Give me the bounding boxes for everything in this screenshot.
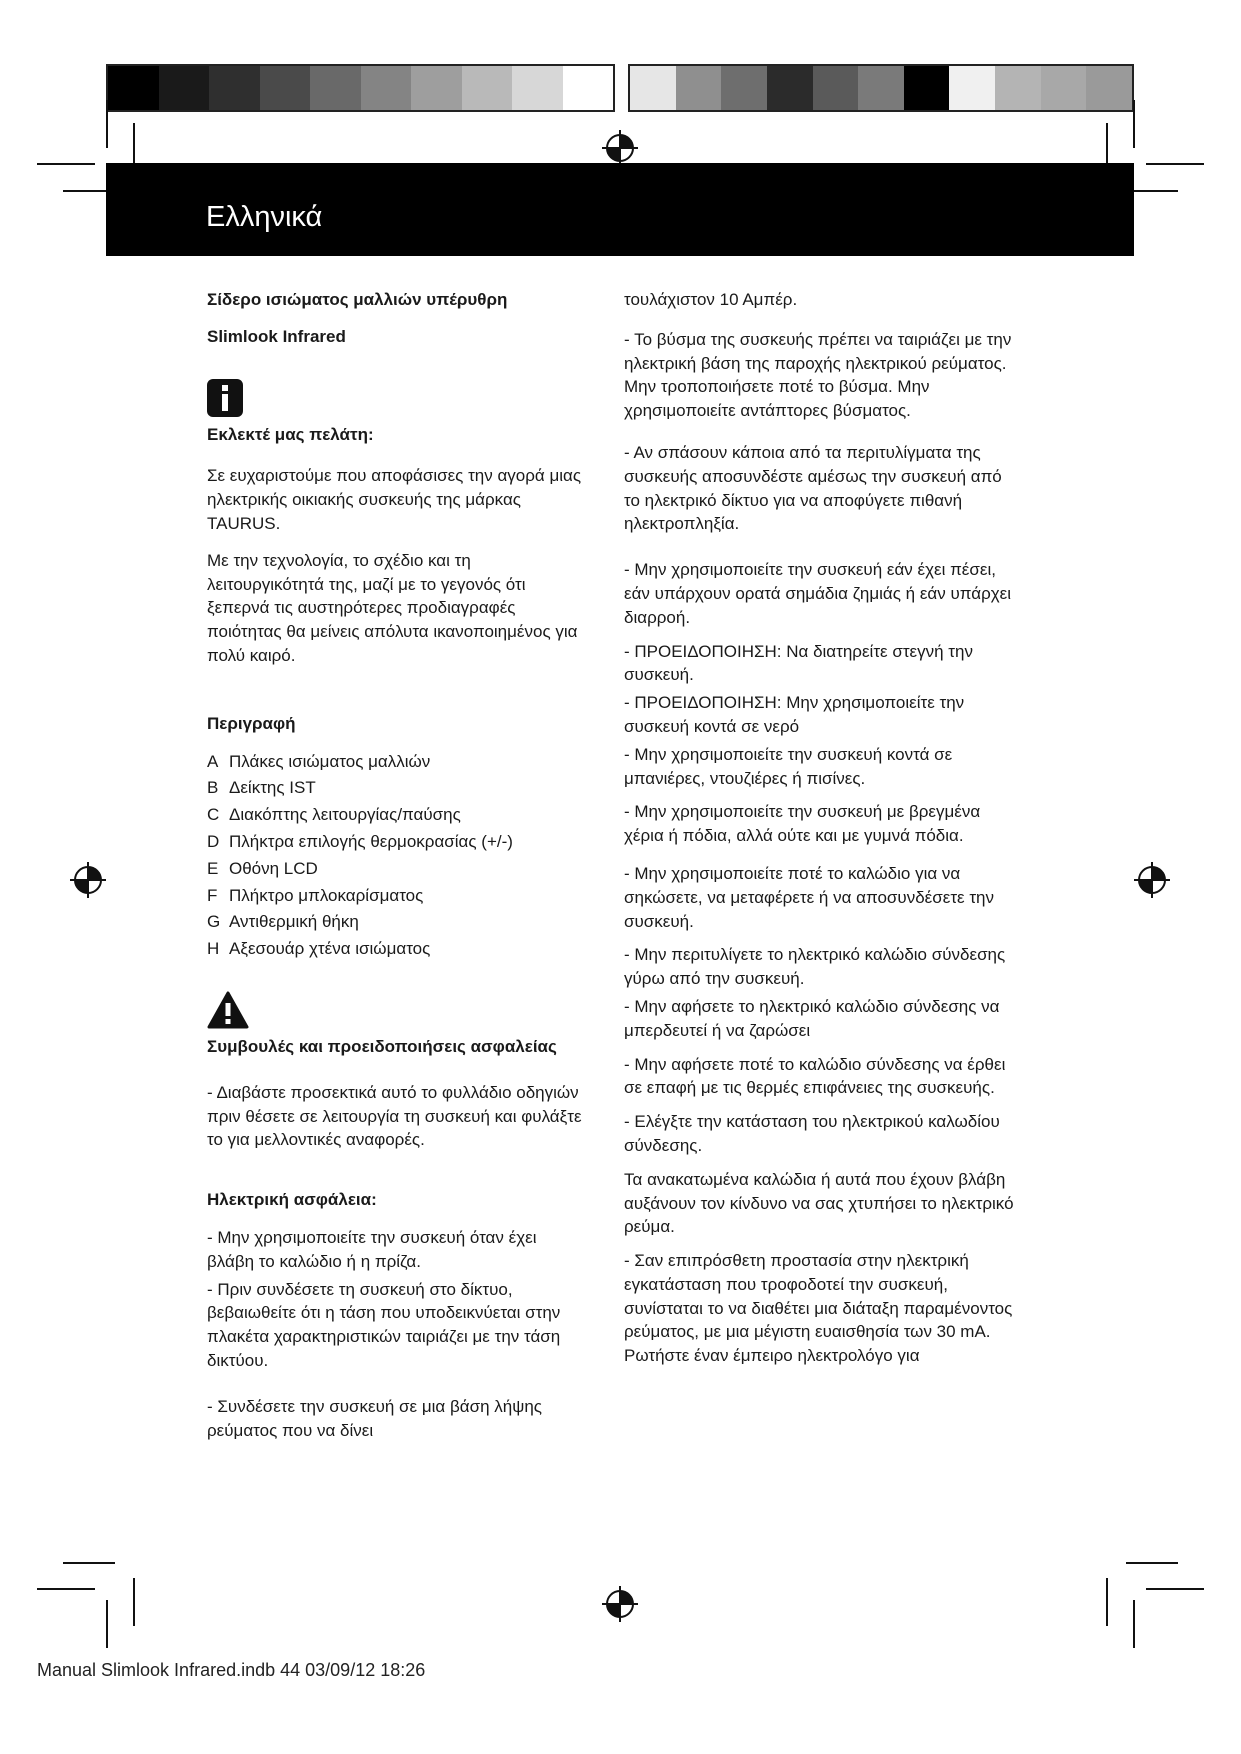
product-model: Slimlook Infrared [207, 326, 346, 346]
crop-mark [1146, 163, 1204, 165]
safety-paragraph: - Ελέγξτε την κατάσταση του ηλεκτρικού καλωδίου σύνδεσης. [624, 1112, 1000, 1155]
crop-mark [1126, 1562, 1178, 1564]
crop-mark [1146, 1588, 1204, 1590]
color-swatch [462, 66, 513, 110]
color-swatch [767, 66, 813, 110]
print-imprint-line: Manual Slimlook Infrared.indb 44 03/09/12 18:26 [37, 1660, 426, 1680]
electrical-paragraph: - Μην χρησιμοποιείτε την συσκευή όταν έχει βλάβη το καλώδιο ή η πρίζα. [207, 1227, 537, 1271]
color-calibration-strip-left [106, 64, 615, 112]
greeting-paragraph: Σε ευχαριστούμε που αποφάσισες την αγορά μιας ηλεκτρικής οικιακής συσκευής της μάρκας TAURUS. [207, 466, 582, 533]
crop-mark [37, 1588, 95, 1590]
color-calibration-strip-right [628, 64, 1134, 112]
left-column [207, 288, 587, 1455]
color-swatch [1041, 66, 1087, 110]
safety-paragraph: - Μην χρησιμοποιείτε την συσκευή κοντά σε μπανιέρες, ντουζιέρες ή πισίνες. [624, 744, 953, 788]
safety-paragraph: - ΠΡΟΕΙΔΟΠΟΙΗΣΗ: Μην χρησιμοποιείτε την συσκευή κοντά σε νερό [624, 693, 965, 736]
registration-target-icon [600, 128, 640, 168]
safety-paragraph: - Μην περιτυλίγετε το ηλεκτρικό καλώδιο σύνδεσης γύρω από την συσκευή. [624, 945, 1006, 989]
info-icon [207, 379, 243, 417]
color-swatch [1086, 66, 1132, 110]
color-swatch [310, 66, 361, 110]
product-title: Σίδερο ισιώματος μαλλιών υπέρυθρη [207, 290, 508, 309]
list-item: A Πλάκες ισιώματος μαλλιών [207, 751, 431, 771]
safety-paragraph: - Μην αφήσετε ποτέ το καλώδιο σύνδεσης να έρθει σε επαφή με τις θερμές επιφάνειες της συσκευής. [624, 1054, 1006, 1098]
color-swatch [260, 66, 311, 110]
color-swatch [512, 66, 563, 110]
safety-paragraph: - Διαβάστε προσεκτικά αυτό το φυλλάδιο οδηγιών πριν θέσετε σε λειτουργία τη συσκευή και φυλάξτε το για μελλοντικές αναφορές. [207, 1082, 582, 1150]
registration-target-icon [68, 860, 108, 900]
safety-heading: Συμβουλές και προειδοποιήσεις ασφαλείας [207, 1036, 557, 1056]
right-column [624, 288, 1014, 1381]
crop-mark [63, 1562, 115, 1564]
crop-mark [1133, 100, 1135, 148]
safety-paragraph: - ΠΡΟΕΙΔΟΠΟΙΗΣΗ: Να διατηρείτε στεγνή την συσκευή. [624, 641, 973, 685]
crop-mark [133, 1578, 135, 1626]
color-swatch [108, 66, 159, 110]
safety-paragraph: - Σαν επιπρόσθετη προστασία στην ηλεκτρική εγκατάσταση που τροφοδοτεί την συσκευή, συνίσταται το να διαθέτει μια διάταξη παραμένοντος ρεύματος, με μια μέγιστη ευαισθησία των 30 mA. Ρωτήστε έναν έμπειρο ηλεκτρολόγο για [624, 1251, 1013, 1366]
crop-mark [1133, 1600, 1135, 1648]
description-heading: Περιγραφή [207, 713, 296, 733]
electrical-paragraph: - Συνδέσετε την συσκευή σε μια βάση λήψης ρεύματος που να δίνει [207, 1396, 542, 1440]
list-item: D Πλήκτρα επιλογής θερμοκρασίας (+/-) [207, 831, 513, 851]
color-swatch [721, 66, 767, 110]
language-header-band [106, 163, 1134, 256]
color-swatch [858, 66, 904, 110]
safety-paragraph: - Αν σπάσουν κάποια από τα περιτυλίγματα της συσκευής αποσυνδέστε αμέσως την συσκευή από το ηλεκτρικό δίκτυο για να αποφύγετε πιθανή ηλεκτροπληξία. [624, 442, 1002, 534]
color-swatch [813, 66, 859, 110]
greeting-paragraph: Με την τεχνολογία, το σχέδιο και τη λειτουργικότητά της, μαζί με το γεγονός ότι ξεπερνά τις αυστηρότερες προδιαγραφές ποιότητας θα μείνεις απόλυτα ικανοποιημένος για πολύ καιρό. [207, 550, 578, 665]
safety-paragraph: - Το βύσμα της συσκευής πρέπει να ταιριάζει με την ηλεκτρική βάση της παροχής ηλεκτρικού ρεύματος. Μην τροποποιήσετε ποτέ το βύσμα. Μην χρησιμοποιείτε αντάπτορες βύσματος. [624, 329, 1012, 421]
registration-target-icon [1132, 860, 1172, 900]
list-item: C Διακόπτης λειτουργίας/παύσης [207, 805, 461, 825]
crop-mark [106, 100, 108, 148]
color-swatch [904, 66, 950, 110]
color-swatch [676, 66, 722, 110]
crop-mark [37, 163, 95, 165]
color-swatch [563, 66, 614, 110]
list-item: G Αντιθερμική θήκη [207, 912, 359, 932]
list-item: H Αξεσουάρ χτένα ισιώματος [207, 939, 431, 959]
list-item: B Δείκτης IST [207, 778, 316, 798]
color-swatch [209, 66, 260, 110]
warning-icon [207, 991, 249, 1029]
color-swatch [159, 66, 210, 110]
safety-paragraph: τουλάχιστον 10 Αμπέρ. [624, 290, 798, 309]
color-swatch [361, 66, 412, 110]
safety-paragraph: - Μην χρησιμοποιείτε την συσκευή εάν έχει πέσει, εάν υπάρχουν ορατά σημάδια ζημιάς ή εάν υπάρχει διαρροή. [624, 560, 1012, 627]
safety-paragraph: - Μην χρησιμοποιείτε την συσκευή με βρεγμένα χέρια ή πόδια, αλλά ούτε και με γυμνά πόδια. [624, 802, 981, 846]
safety-paragraph: - Μην χρησιμοποιείτε ποτέ το καλώδιο για να σηκώσετε, να μεταφέρετε ή να αποσυνδέσετε την συσκευή. [624, 863, 995, 931]
color-swatch [995, 66, 1041, 110]
electrical-paragraph: - Πριν συνδέσετε τη συσκευή στο δίκτυο, βεβαιωθείτε ότι η τάση που υποδεικνύεται στην πλακέτα χαρακτηριστικών ταιριάζει με την τάση δικτύου. [207, 1279, 561, 1370]
list-item: F Πλήκτρο μπλοκαρίσματος [207, 885, 424, 905]
crop-mark [1106, 1578, 1108, 1626]
color-swatch [411, 66, 462, 110]
greeting-heading: Εκλεκτέ μας πελάτη: [207, 424, 374, 444]
safety-paragraph: Τα ανακατωμένα καλώδια ή αυτά που έχουν βλάβη αυξάνουν τον κίνδυνο να σας χτυπήσει το ηλεκτρικό ρεύμα. [624, 1169, 1014, 1237]
color-swatch [949, 66, 995, 110]
crop-mark [106, 1600, 108, 1648]
electrical-safety-heading: Ηλεκτρική ασφάλεια: [207, 1190, 377, 1210]
color-swatch [630, 66, 676, 110]
list-item: E Οθόνη LCD [207, 858, 318, 878]
parts-list [207, 750, 587, 961]
registration-target-icon [600, 1584, 640, 1624]
page-title: Ελληνικά [206, 201, 323, 233]
safety-paragraph: - Μην αφήσετε το ηλεκτρικό καλώδιο σύνδεσης να μπερδευτεί ή να ζαρώσει [624, 996, 1000, 1040]
